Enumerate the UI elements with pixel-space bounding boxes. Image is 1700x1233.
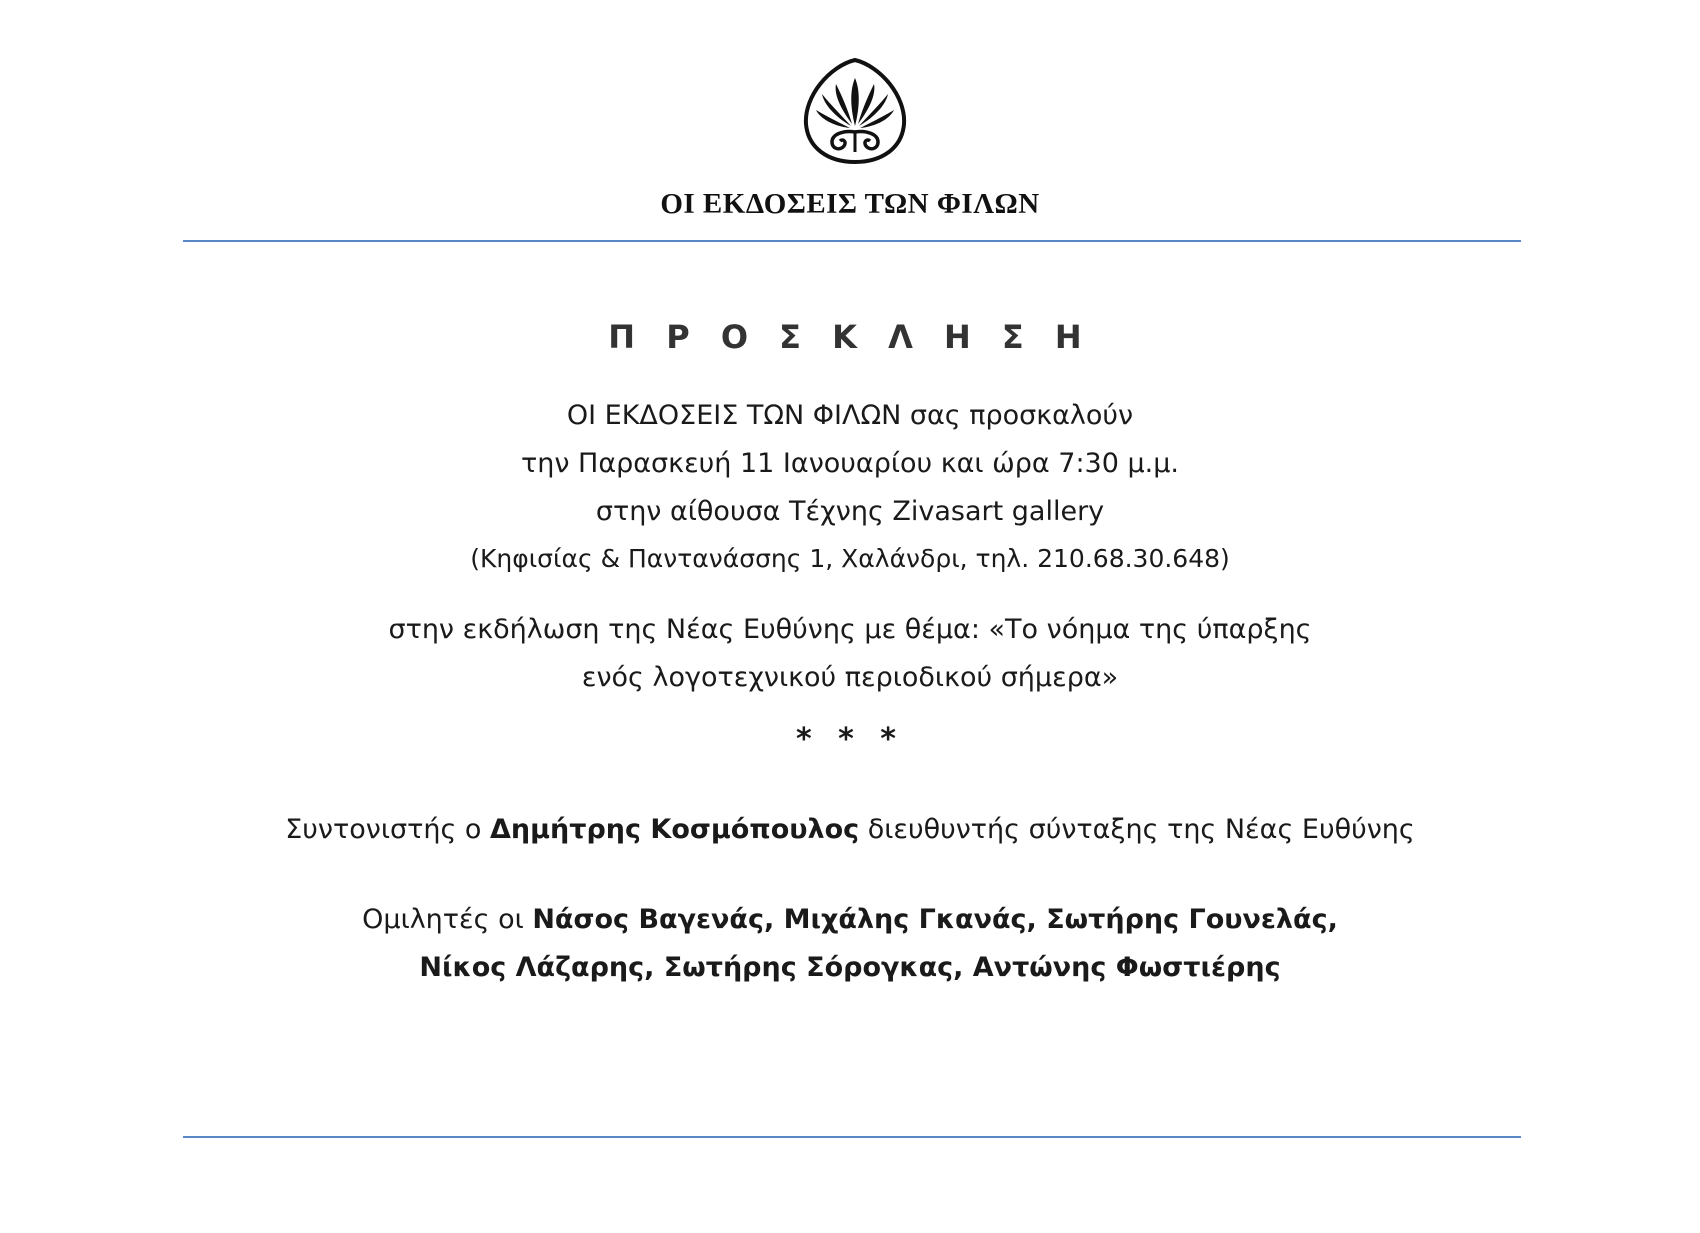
topic-line-1: στην εκδήλωση της Νέας Ευθύνης με θέμα: «Το νόημα της ύπαρξης [388,614,1312,645]
coordinator-suffix: διευθυντής σύνταξης της Νέας Ευθύνης [859,814,1415,845]
bottom-divider [183,1136,1521,1138]
coordinator-line [0,814,1700,845]
top-divider [183,240,1521,242]
palmette-icon [800,56,910,168]
invitation-line-1: ΟΙ ΕΚΔΟΣΕΙΣ ΤΩΝ ΦΙΛΩΝ σας προσκαλούν [566,400,1134,431]
speakers-names-1: Νάσος Βαγενάς, Μιχάλης Γκανάς, Σωτήρης Γουνελάς, [532,904,1338,935]
speakers-line-1 [0,904,1700,935]
speakers-prefix: Ομιλητές οι [362,904,533,935]
coordinator-prefix: Συντονιστής ο [285,814,491,845]
speakers-line-2: Νίκος Λάζαρης, Σωτήρης Σόρογκας, Αντώνης Φωστιέρης [419,952,1281,983]
venue-address: (Κηφισίας & Παντανάσσης 1, Χαλάνδρι, τηλ. 210.68.30.648) [470,544,1230,573]
topic-line-2: ενός λογοτεχνικού περιοδικού σήμερα» [581,662,1119,693]
invitation-title: Π Ρ Ο Σ Κ Λ Η Σ Η [608,318,1092,356]
publisher-name: ΟΙ ΕΚΔΟΣΕΙΣ ΤΩΝ ΦΙΛΩΝ [660,188,1040,220]
invitation-line-2: την Παρασκευή 11 Ιανουαρίου και ώρα 7:30 μ.μ. [520,448,1180,479]
separator-stars: * * * [796,722,904,757]
invitation-line-3: στην αίθουσα Τέχνης Zivasart gallery [595,496,1105,527]
coordinator-name: Δημήτρης Κοσμόπουλος [490,814,860,845]
